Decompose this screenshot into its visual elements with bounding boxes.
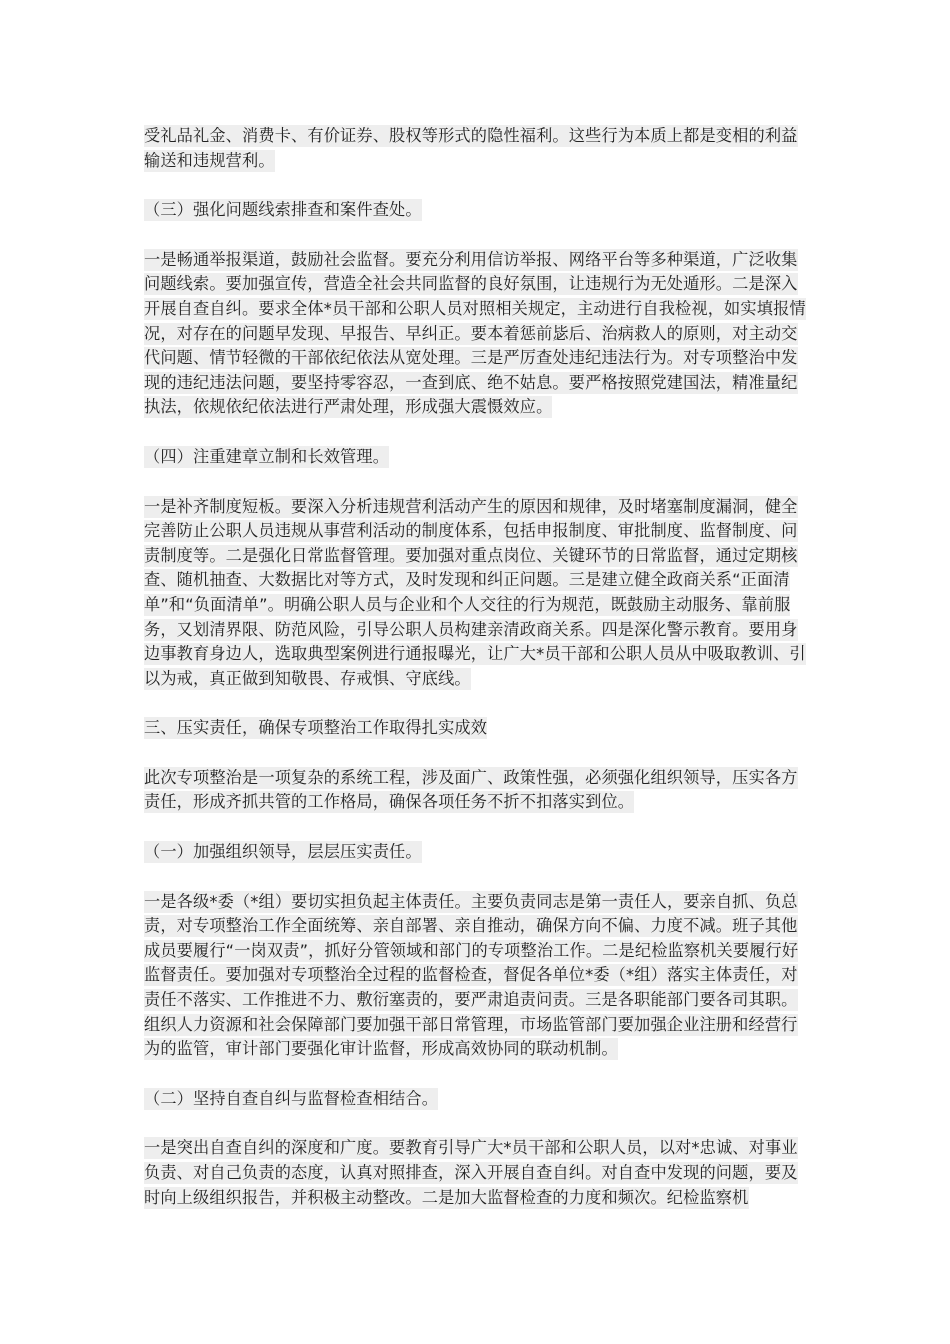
paragraph-3-text: 一是补齐制度短板。要深入分析违规营利活动产生的原因和规律，及时堵塞制度漏洞，健全完善防止公职人员违规从事营利活动的制度体系，包括申报制度、审批制度、监督制度、问责制度等。二是强化日常监督管理。要加强对重点岗位、关键环节的日常监督，通过定期核查、随机抽查、大数据比对等方式，及时发现和纠正问题。三是建立健全政商关系“正面清单”和“负面清单”。明确公职人员与企业和个人交往的行为规范，既鼓励主动服务、靠前服务，又划清界限、防范风险，引导公职人员构建亲清政商关系。四是深化警示教育。要用身边事教育身边人，选取典型案例进行通报曝光，让广大*员干部和公职人员从中吸取教训、引以为戒，真正做到知敬畏、存戒惧、守底线。 — [144, 496, 806, 688]
paragraph-6-text: 一是突出自查自纠的深度和广度。要教育引导广大*员干部和公职人员，以对*忠诚、对事业负责、对自己负责的态度，认真对照排查，深入开展自查自纠。对自查中发现的问题，要及时向上级组织报告，并积极主动整改。二是加大监督检查的力度和频次。纪检监察机 — [144, 1138, 798, 1207]
section-heading-4-text: （四）注重建章立制和长效管理。 — [144, 446, 390, 466]
section-heading-3 — [144, 198, 812, 223]
paragraph-4-text: 此次专项整治是一项复杂的系统工程，涉及面广、政策性强，必须强化组织领导，压实各方责任，形成齐抓共管的工作格局，确保各项任务不折不扣落实到位。 — [144, 767, 798, 812]
chapter-heading-3-text: 三、压实责任，确保专项整治工作取得扎实成效 — [144, 718, 488, 738]
paragraph-5 — [144, 890, 812, 1062]
paragraph-3 — [144, 495, 812, 692]
paragraph-6 — [144, 1136, 812, 1210]
paragraph-1 — [144, 124, 812, 173]
chapter-heading-3 — [144, 716, 812, 741]
section-heading-1-text: （一）加强组织领导，层层压实责任。 — [144, 842, 422, 862]
paragraph-4 — [144, 766, 812, 815]
paragraph-5-text: 一是各级*委（*组）要切实担负起主体责任。主要负责同志是第一责任人，要亲自抓、负总责，对专项整治工作全面统筹、亲自部署、亲自推动，确保方向不偏、力度不减。班子其他成员要履行“一岗双责”，抓好分管领域和部门的专项整治工作。二是纪检监察机关要履行好监督责任。要加强对专项整治全过程的监督检查，督促各单位*委（*组）落实主体责任，对责任不落实、工作推进不力、敷衍塞责的，要严肃追责问责。三是各职能部门要各司其职。组织人力资源和社会保障部门要加强干部日常管理，市场监管部门要加强企业注册和经营行为的监管，审计部门要强化审计监督，形成高效协同的联动机制。 — [144, 891, 799, 1059]
paragraph-2-text: 一是畅通举报渠道，鼓励社会监督。要充分利用信访举报、网络平台等多种渠道，广泛收集问题线索。要加强宣传，营造全社会共同监督的良好氛围，让违规行为无处遁形。二是深入开展自查自纠。要求全体*员干部和公职人员对照相关规定，主动进行自我检视，如实填报情况，对存在的问题早发现、早报告、早纠正。要本着惩前毖后、治病救人的原则，对主动交代问题、情节轻微的干部依纪依法从宽处理。三是严厉查处违纪违法行为。对专项整治中发现的违纪违法问题，要坚持零容忍，一查到底、绝不姑息。要严格按照党建国法，精准量纪执法，依规依纪依法进行严肃处理，形成强大震慑效应。 — [144, 249, 806, 417]
section-heading-4 — [144, 445, 812, 470]
section-heading-2 — [144, 1087, 812, 1112]
paragraph-2 — [144, 248, 812, 420]
paragraph-1-text: 受礼品礼金、消费卡、有价证券、股权等形式的隐性福利。这些行为本质上都是变相的利益输送和违规营利。 — [144, 126, 798, 170]
section-heading-2-text: （二）坚持自查自纠与监督检查相结合。 — [144, 1088, 439, 1108]
section-heading-1 — [144, 840, 812, 865]
section-heading-3-text: （三）强化问题线索排查和案件查处。 — [144, 200, 422, 220]
document-page — [144, 124, 812, 1210]
